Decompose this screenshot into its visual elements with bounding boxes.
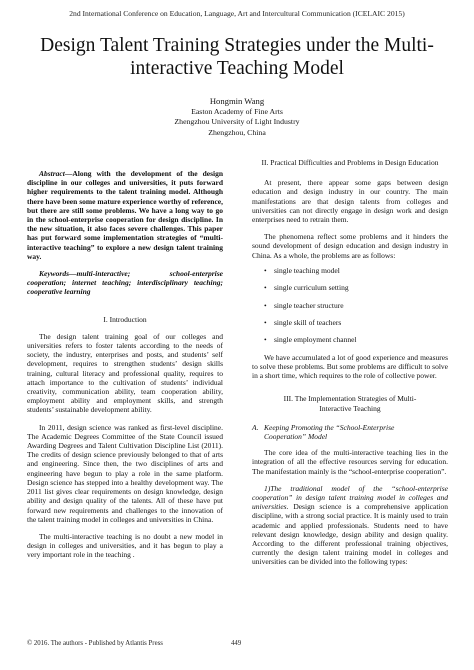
sub1-paragraph: 1)The traditional model of the “school-enterprise cooperation” in design talent training model in colleges and universities. Design science is a comprehensive application discipline, with a strong social practice. It is mainly used to train academic and applied professionals. Students need to have relevant design knowledge, design ability and design quality. According to the different professional training objectives, currently the design talent training model in colleges and universities can be divided into the following types: — [252, 483, 448, 567]
sec2-paragraph-3: We have accumulated a lot of good experience and measures to solve these problems. But some problems are difficult to solve in a short time, which requires to the role of collective power. — [252, 352, 448, 381]
keywords-label: Keywords — [39, 269, 69, 279]
keywords-text: —multi-interactive; school-enterprise cooperation; internet teaching; interdisciplinary teaching; cooperative learning — [27, 269, 223, 297]
title-line-2: interactive Teaching Model — [130, 58, 344, 79]
list-item: • single employment channel — [264, 335, 357, 345]
problem-list — [252, 266, 448, 345]
author-block — [0, 96, 474, 138]
sec2-paragraph-2: The phenomena reflect some problems and it hinders the sound development of design education and design industry in China. As a whole, the problems are as follows: — [252, 232, 448, 260]
abstract-text: —Along with the development of the design discipline in our colleges and universities, it puts forward higher requirements to the talent training model. Although there have been some mature experience worthy of reference, but there are still some problems. We have a long way to go in the school-enterprise cooperation for design discipline. In the new situation, it also faces severe challenges. This paper has put forward some implementation strategies of “multi-interactive teaching” to explore a new design talent training way. — [27, 169, 223, 261]
section-heading-difficulties: II. Practical Difficulties and Problems in Design Education — [261, 158, 439, 167]
list-item: • single skill of teachers — [264, 318, 342, 327]
paper-title — [20, 34, 454, 80]
sec2-paragraph-1: At present, there appear some gaps between design education and design industry in our country. The main manifestations are that design talents from colleges and universities can not directly engage in design work and design enterprises need to retrain them. — [252, 178, 448, 225]
intro-paragraph-1: The design talent training goal of our colleges and universities refers to foster talents according to the needs of society, the industry, enterprises and posts, and students’ self development, requires to strengthen students’ design skills training, cultural literacy and professional quality, requires to attach importance to the cultivation of students’ individual creativity, communication ability, team cooperation ability, employment ability and employment skills, and strength students’ sustainable development ability. — [27, 331, 223, 415]
abstract — [27, 169, 223, 261]
list-item: • single curriculum setting — [264, 283, 349, 293]
copyright-notice: © 2016. The authors - Published by Atlantis Press — [27, 640, 163, 647]
affiliation-line-2: Zhengzhou University of Light Industry — [174, 117, 300, 127]
left-column — [27, 158, 223, 560]
keywords — [27, 269, 223, 297]
intro-paragraph-2: In 2011, design science was ranked as first-level discipline. The Academic Degrees Committee of the State Council issued Awarding Degrees and Talent Cultivation Discipline List (2011). The credits of design science previously belonged to that of arts and engineering. Since then, the two disciplines of arts and engineering have begun to play a role in the same platform. Design science has stepped into a healthy development way. The 2011 list gives clear requirements on design knowledge, design ability and design quality of the talents. All of these have put forward new requirements and challenges to the innovation of the talent training model in colleges and universities in China. — [27, 422, 223, 524]
section-heading-strategies: III. The Implementation Strategies of Multi- Interactive Teaching — [283, 394, 417, 413]
intro-paragraph-3: The multi-interactive teaching is no doubt a new model in design in colleges and universities, and it has begun to play a very important role in the teaching . — [27, 531, 223, 560]
affiliation-line-1: Easton Academy of Fine Arts — [191, 106, 283, 116]
affiliation-line-3: Zhengzhou, China — [208, 127, 266, 137]
section-heading-introduction: I. Introduction — [103, 314, 147, 324]
abstract-label: Abstract — [39, 169, 65, 178]
conference-header: 2nd International Conference on Education, Language, Art and Intercultural Communication (ICELAIC 2015) — [69, 9, 405, 18]
subA-paragraph-1: The core idea of the multi-interactive teaching lies in the integration of all the effective resources serving for education. The manifestation mainly is the “school-enterprise cooperation”. — [252, 448, 448, 476]
list-item: • single teaching model — [264, 265, 340, 275]
right-column — [252, 158, 448, 567]
list-item: • single teacher structure — [264, 300, 344, 310]
title-line-1: Design Talent Training Strategies under the Multi- — [40, 35, 434, 56]
page-number: 449 — [231, 640, 242, 647]
subsection-heading-a: A. Keeping Promoting the “School-Enterprise Cooperation” Model — [252, 422, 395, 441]
author-name: Hongmin Wang — [209, 96, 265, 106]
